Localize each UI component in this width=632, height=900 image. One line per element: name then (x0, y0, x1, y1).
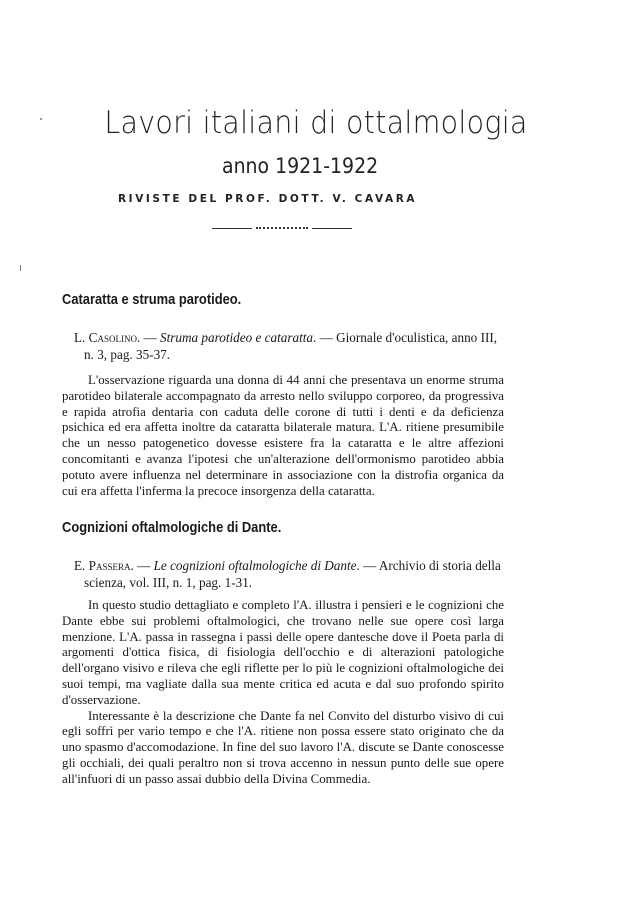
citation-line (74, 329, 506, 346)
divider-line-right (312, 228, 352, 229)
work-title: Struma parotideo e cataratta (160, 330, 314, 345)
section-body-cataratta (62, 373, 504, 499)
paragraph: In questo studio dettagliato e completo l'A. illustra i pensieri e le cognizioni che Dante ebbe sui problemi oftalmologici, che trovano nelle sue opere così larga menzione. L'A. passa in rassegna i passi delle opere dantesche dove il Poeta parla di argomenti d'ottica fisica, di fisiologia dell'occhio e di alterazioni patologiche dell'organo visivo e rileva che egli riflette per lo più le cognizioni oftalmologiche dei suoi tempi, ma vagliate dalla sua mente critica ed acuta e dal suo profondo spirito d'osservazione. (62, 598, 504, 707)
ornamental-divider (212, 227, 352, 231)
section-heading-dante: Cognizioni oftalmologiche di Dante. (62, 519, 282, 536)
author-initial: E. (74, 558, 89, 573)
paragraph: L'osservazione riguarda una donna di 44 anni che presentava un enorme struma parotideo bilaterale accompagnato da arresto nello sviluppo corporeo, da progressiva e rapida atrofia dentaria con caduta delle corone di tutti i denti e da deficienza psichica ed era affetta inoltre da cataratta bilaterale matura. L'A. ritiene presumibile che un nesso patogenetico dovesse esistere fra la cataratta e le altre affezioni concomitanti e avanza l'ipotesi che un'alterazione dell'ormonismo parotideo abbia potuto avere influenza nel determinare in associazione con la distrofia organica da cui era affetta l'inferma la precoce insorgenza della cataratta. (62, 373, 504, 498)
citation-casolino (74, 329, 506, 363)
author-surname: Passera (88, 558, 131, 573)
citation-continuation: n. 3, pag. 35-37. (84, 347, 171, 362)
section-heading-cataratta: Cataratta e struma parotideo. (62, 291, 242, 308)
citation-separator: . — (136, 330, 161, 345)
citation-continuation: scienza, vol. III, n. 1, pag. 1-31. (84, 575, 253, 590)
page-subtitle: anno 1921-1922 (222, 154, 379, 178)
divider-line-left (212, 228, 252, 229)
citation-passera (74, 557, 506, 591)
work-title: Le cognizioni oftalmologiche di Dante (153, 558, 357, 573)
paragraph: Interessante è la descrizione che Dante fa nel Convito del disturbo visivo di cui egli soffrì per vario tempo e che l'A. ritiene non possa essere stato originato che da uno spasmo d'accomodazione. In fine del suo lavoro l'A. discute se Dante conoscesse gli occhiali, dei quali peraltro non si trova accenno in nessun punto delle sue opere all'infuori di un passo assai dubbio della Divina Commedia. (62, 708, 504, 786)
page-title: Lavori italiani di ottalmologia (104, 105, 528, 141)
author-initial: L. (74, 330, 89, 345)
divider-dots (256, 227, 308, 231)
journal-reference: . — Giornale d'oculistica, anno III, (313, 330, 498, 345)
byline: RIVISTE DEL PROF. DOTT. V. CAVARA (118, 193, 418, 205)
author-surname: Casolino (88, 330, 137, 345)
citation-line (74, 557, 506, 574)
journal-reference: . — Archivio di storia della (356, 558, 501, 573)
citation-separator: . — (130, 558, 154, 573)
scan-speck (20, 265, 21, 271)
section-body-dante (62, 598, 504, 788)
